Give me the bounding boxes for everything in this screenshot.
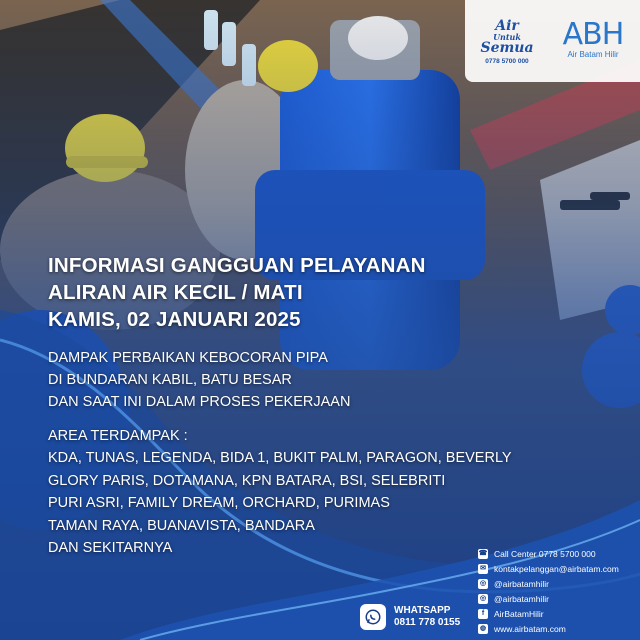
area-list <box>48 447 608 560</box>
area-line: GLORY PARIS, DOTAMANA, KPN BATARA, BSI, SELEBRITI <box>48 472 446 489</box>
contact-list <box>478 546 619 636</box>
contact-text: kontakpelanggan@airbatam.com <box>494 563 619 574</box>
logo-script-mid: Untuk <box>493 32 521 42</box>
contact-text: www.airbatam.com <box>494 623 566 634</box>
whatsapp-label: WHATSAPP <box>394 605 451 616</box>
contact-instagram[interactable] <box>478 591 619 606</box>
contact-email[interactable] <box>478 561 619 576</box>
description-line: DAN SAAT INI DALAM PROSES PEKERJAAN <box>48 394 351 410</box>
whatsapp-icon <box>360 604 386 630</box>
logo-script-bottom: Semua <box>480 40 534 56</box>
area-title: AREA TERDAMPAK : <box>48 428 188 444</box>
abh-logo-name: Air Batam Hilir <box>567 50 619 59</box>
description-line: DAMPAK PERBAIKAN KEBOCORAN PIPA <box>48 350 328 366</box>
air-untuk-semua-logo <box>477 20 537 65</box>
phone-icon: ☎ <box>478 549 488 557</box>
abh-logo-mark: ABH <box>562 17 624 52</box>
contact-text: @airbatamhilir <box>494 593 549 604</box>
whatsapp-text <box>394 605 460 629</box>
headline <box>48 252 608 333</box>
area-line: KDA, TUNAS, LEGENDA, BIDA 1, BUKIT PALM, PARAGON, BEVERLY <box>48 450 512 466</box>
contact-instagram[interactable] <box>478 576 619 591</box>
area-line: PURI ASRI, FAMILY DREAM, ORCHARD, PURIMAS <box>48 495 390 511</box>
globe-icon: ◍ <box>479 624 487 632</box>
area-line: DAN SEKITARNYA <box>48 540 173 556</box>
contact-phone[interactable] <box>478 546 619 561</box>
headline-line: INFORMASI GANGGUAN PELAYANAN <box>48 254 426 277</box>
contact-text: AirBatamHilir <box>494 608 544 619</box>
instagram-icon: ◎ <box>479 579 487 587</box>
headline-line: ALIRAN AIR KECIL / MATI <box>48 281 303 304</box>
whatsapp-number: 0811 778 0155 <box>394 617 461 628</box>
description-line: DI BUNDARAN KABIL, BATU BESAR <box>48 372 292 388</box>
headline-date: KAMIS, 02 JANUARI 2025 <box>48 308 301 331</box>
contact-text: Call Center 0778 5700 000 <box>494 548 596 559</box>
whatsapp-contact[interactable] <box>360 604 460 630</box>
facebook-icon: f <box>478 609 488 619</box>
logo-panel <box>465 0 640 82</box>
abh-logo <box>551 17 635 59</box>
instagram-icon: ◎ <box>479 594 487 602</box>
contact-facebook[interactable] <box>478 606 619 621</box>
description <box>48 347 608 413</box>
contact-text: @airbatamhilir <box>494 578 549 589</box>
contact-website[interactable] <box>478 621 619 636</box>
announcement-text <box>48 252 608 560</box>
email-icon: ✉ <box>478 564 488 574</box>
logo-phone: 0778 5700 000 <box>485 58 529 65</box>
area-line: TAMAN RAYA, BUANAVISTA, BANDARA <box>48 517 315 534</box>
logo-script-top: Air <box>495 18 519 34</box>
